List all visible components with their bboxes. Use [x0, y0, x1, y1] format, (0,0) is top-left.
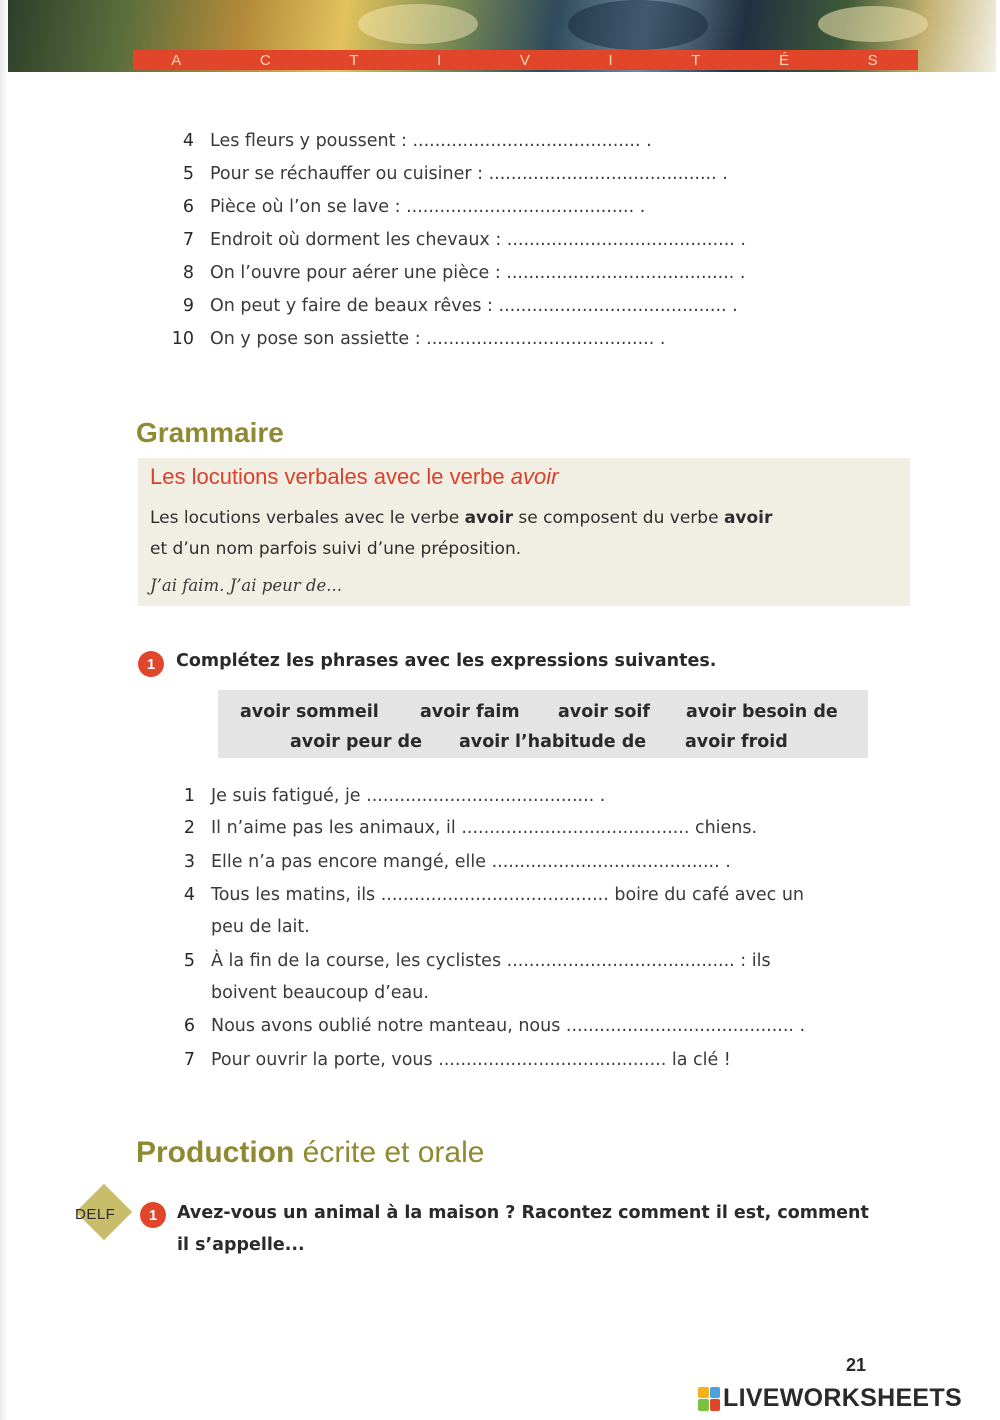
grammar-section-title: Grammaire — [136, 417, 284, 448]
banner-letter: S — [867, 51, 880, 69]
item-text: Pour ouvrir la porte, vous ......................................... la clé ! — [211, 1050, 731, 1070]
production-question-line: il s’appelle... — [177, 1235, 305, 1255]
rule-keyword: avoir — [723, 508, 773, 528]
logo-square — [698, 1387, 709, 1399]
item-number: 4 — [183, 885, 195, 905]
exercise-sentence — [183, 885, 805, 905]
banner-letter: É — [779, 51, 792, 69]
item-text: On l’ouvre pour aérer une pièce : ......................................... . — [210, 263, 746, 283]
rule-title — [150, 464, 558, 490]
item-number: 6 — [182, 197, 194, 217]
banner-letter: I — [608, 51, 615, 69]
item-number: 2 — [183, 818, 195, 838]
item-number: 4 — [182, 131, 194, 151]
exercise-sentence — [183, 786, 606, 806]
vocab-item — [182, 197, 646, 217]
rule-example: J’ai faim. J’ai peur de... — [150, 576, 342, 595]
banner-letter: T — [691, 51, 703, 69]
banner-decoration — [358, 4, 478, 44]
item-number: 6 — [183, 1016, 195, 1036]
banner-letter: V — [519, 51, 532, 69]
expression-item: avoir sommeil — [240, 702, 379, 722]
item-number: 3 — [183, 852, 195, 872]
banner-letter: C — [259, 51, 273, 69]
exercise-sentence — [183, 1016, 806, 1036]
item-number: 5 — [183, 951, 195, 971]
rule-text-part: Les locutions verbales avec le verbe — [150, 508, 465, 528]
vocab-item — [182, 263, 746, 283]
vocab-item — [171, 329, 666, 349]
exercise-sentence — [183, 852, 731, 872]
production-number-badge: 1 — [140, 1202, 166, 1228]
page-number: 21 — [846, 1355, 867, 1375]
item-text: Pour se réchauffer ou cuisiner : ......................................... . — [210, 164, 728, 184]
rule-text-line: et d’un nom parfois suivi d’une préposition. — [150, 539, 522, 559]
item-number: 8 — [182, 263, 194, 283]
delf-label: DELF — [75, 1206, 116, 1223]
item-text: Je suis fatigué, je ......................................... . — [211, 786, 606, 806]
exercise-sentence — [183, 951, 771, 971]
logo-square — [710, 1387, 721, 1399]
item-number: 9 — [182, 296, 194, 316]
item-text: Nous avons oublié notre manteau, nous ......................................... . — [211, 1016, 806, 1036]
item-number: 7 — [182, 230, 194, 250]
activities-strip — [133, 50, 918, 70]
expression-item: avoir froid — [685, 732, 788, 752]
vocab-item — [182, 164, 728, 184]
production-title-light: écrite et orale — [294, 1136, 485, 1169]
expression-item: avoir faim — [420, 702, 520, 722]
expression-item: avoir besoin de — [686, 702, 838, 722]
liveworksheets-logo-icon — [698, 1387, 720, 1411]
vocab-item — [182, 131, 652, 151]
expression-item: avoir l’habitude de — [459, 732, 647, 752]
rule-text-part: se composent du verbe — [513, 508, 724, 528]
item-number: 1 — [183, 786, 195, 806]
liveworksheets-watermark — [698, 1384, 962, 1413]
banner-letter: A — [171, 51, 184, 69]
rule-title-text: Les locutions verbales avec le verbe — [150, 464, 511, 489]
expression-item: avoir soif — [558, 702, 651, 722]
page-edge-shadow — [0, 0, 8, 1420]
exercise-sentence-continuation: peu de lait. — [211, 917, 310, 937]
item-text: À la fin de la course, les cyclistes ......................................... : ils — [211, 951, 771, 971]
item-text: On y pose son assiette : ......................................... . — [210, 329, 666, 349]
watermark-text: LIVEWORKSHEETS — [723, 1384, 962, 1412]
item-text: Les fleurs y poussent : ......................................... . — [210, 131, 652, 151]
banner-decoration — [818, 6, 928, 42]
vocab-item — [182, 230, 746, 250]
item-number: 5 — [182, 164, 194, 184]
rule-keyword: avoir — [464, 508, 514, 528]
banner-letter: I — [437, 51, 444, 69]
rule-text-line — [150, 508, 772, 528]
exercise-sentence — [183, 818, 758, 838]
item-text: Endroit où dorment les chevaux : ......................................... . — [210, 230, 746, 250]
production-title-bold: Production — [136, 1136, 295, 1169]
exercise-sentence-continuation: boivent beaucoup d’eau. — [211, 983, 429, 1003]
item-number: 7 — [183, 1050, 195, 1070]
production-question-line: Avez-vous un animal à la maison ? Racontez comment il est, comment — [177, 1203, 869, 1223]
item-text: Pièce où l’on se lave : ......................................... . — [210, 197, 646, 217]
banner-letter: T — [349, 51, 361, 69]
vocab-item — [182, 296, 738, 316]
exercise-number-badge: 1 — [138, 651, 164, 677]
logo-square — [698, 1399, 709, 1411]
activities-banner — [8, 0, 996, 72]
item-number: 10 — [171, 329, 194, 349]
item-text: Tous les matins, ils ......................................... boire du café avec un — [211, 885, 805, 905]
banner-decoration — [568, 0, 708, 50]
item-text: On peut y faire de beaux rêves : ......................................... . — [210, 296, 738, 316]
exercise-sentence — [183, 1050, 731, 1070]
logo-square — [710, 1399, 721, 1411]
expression-item: avoir peur de — [290, 732, 422, 752]
item-text: Elle n’a pas encore mangé, elle ......................................... . — [211, 852, 731, 872]
production-section-title — [136, 1136, 484, 1170]
rule-title-italic: avoir — [510, 464, 559, 489]
item-text: Il n’aime pas les animaux, il ......................................... chiens. — [211, 818, 758, 838]
exercise-instruction: Complétez les phrases avec les expressions suivantes. — [176, 651, 717, 671]
